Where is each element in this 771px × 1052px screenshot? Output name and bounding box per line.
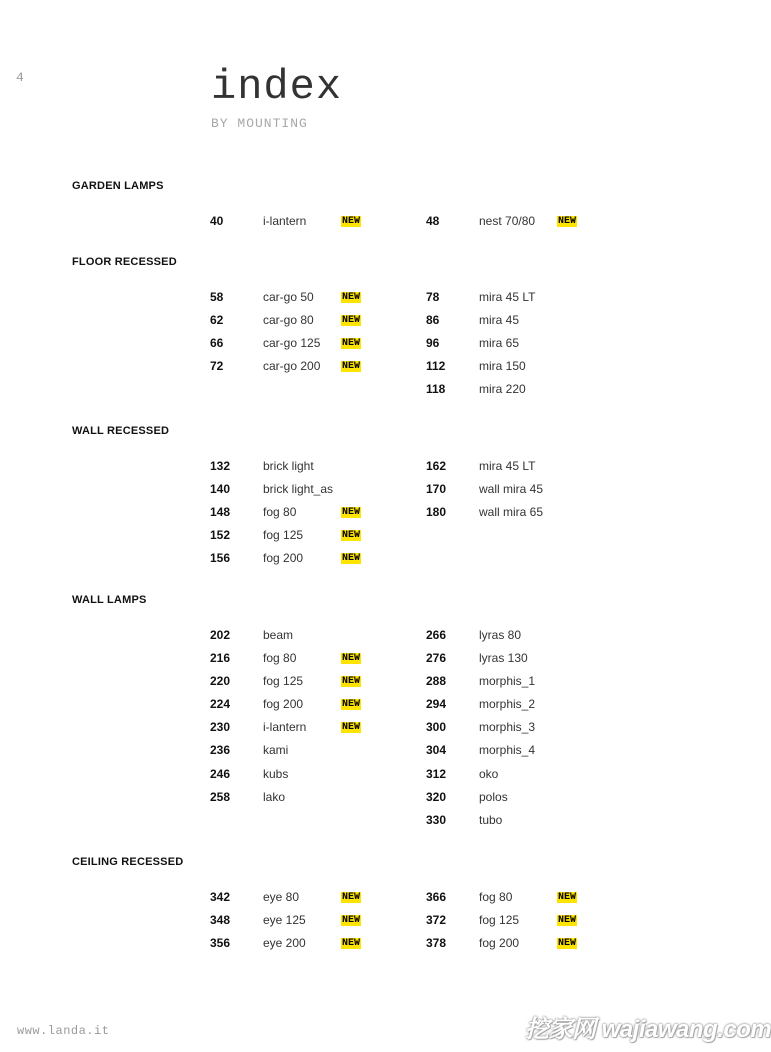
- index-entry: [426, 767, 626, 790]
- entry-product-name: fog 200: [263, 697, 304, 712]
- index-entry: [210, 313, 410, 336]
- index-entry: [210, 697, 410, 720]
- entry-page-number: 304: [426, 743, 447, 758]
- new-badge: NEW: [342, 315, 361, 327]
- index-entry: [210, 551, 410, 574]
- index-column-left: [210, 890, 410, 959]
- entry-product-name: mira 45: [479, 313, 520, 328]
- entry-page-number: 162: [426, 459, 447, 473]
- index-entry: [210, 720, 410, 743]
- new-badge: NEW: [342, 722, 361, 734]
- entry-page-number: 152: [210, 528, 231, 543]
- entry-product-name: fog 125: [263, 528, 304, 543]
- index-entry: [210, 528, 410, 551]
- section-heading: FLOOR RECESSED: [72, 256, 177, 268]
- new-badge: NEW: [342, 892, 361, 903]
- index-column-right: [426, 459, 626, 528]
- entry-page-number: 224: [210, 697, 231, 712]
- index-entry: [426, 505, 626, 528]
- index-entry: [210, 628, 410, 651]
- index-entry: [210, 790, 410, 813]
- entry-page-number: 348: [210, 913, 231, 928]
- new-badge: NEW: [558, 216, 577, 227]
- entry-product-name: mira 45 LT: [479, 290, 536, 304]
- entry-page-number: 180: [426, 505, 447, 520]
- entry-product-name: wall mira 45: [479, 482, 544, 497]
- new-badge: NEW: [342, 507, 361, 519]
- entry-product-name: fog 80: [263, 651, 297, 666]
- index-entry: [426, 743, 626, 766]
- entry-product-name: car-go 50: [263, 290, 314, 304]
- watermark: 挖家网 wajiawang.com: [525, 1016, 771, 1043]
- entry-page-number: 258: [210, 789, 231, 804]
- entry-page-number: 266: [426, 628, 447, 642]
- entry-page-number: 72: [210, 359, 224, 374]
- entry-product-name: tubo: [479, 812, 503, 827]
- new-badge: NEW: [342, 653, 361, 665]
- entry-page-number: 156: [210, 551, 231, 566]
- entry-page-number: 112: [426, 359, 446, 374]
- new-badge: NEW: [342, 361, 361, 373]
- index-column-right: [426, 890, 626, 959]
- entry-page-number: 216: [210, 651, 231, 666]
- entry-page-number: 40: [210, 214, 224, 228]
- index-column-left: [210, 214, 410, 237]
- new-badge: NEW: [342, 292, 361, 303]
- index-entry: [210, 336, 410, 359]
- new-badge: NEW: [342, 938, 361, 950]
- entry-product-name: eye 125: [263, 913, 306, 928]
- index-column-right: [426, 628, 626, 836]
- entry-page-number: 330: [426, 812, 447, 827]
- new-badge: NEW: [558, 915, 577, 927]
- new-badge: NEW: [342, 216, 361, 227]
- entry-product-name: fog 125: [479, 913, 520, 928]
- index-entry: [210, 913, 410, 936]
- entry-page-number: 342: [210, 890, 231, 904]
- new-badge: NEW: [342, 699, 361, 711]
- entry-page-number: 118: [426, 382, 446, 397]
- entry-page-number: 230: [210, 720, 231, 735]
- entry-page-number: 320: [426, 789, 447, 804]
- entry-page-number: 378: [426, 936, 447, 951]
- entry-page-number: 86: [426, 313, 440, 328]
- entry-page-number: 148: [210, 505, 231, 520]
- entry-product-name: kubs: [263, 766, 289, 781]
- entry-product-name: fog 200: [263, 551, 304, 566]
- entry-product-name: polos: [479, 789, 508, 804]
- index-column-left: [210, 459, 410, 574]
- entry-page-number: 170: [426, 482, 447, 497]
- entry-page-number: 220: [210, 674, 231, 689]
- index-entry: [426, 720, 626, 743]
- entry-product-name: lyras 130: [479, 651, 528, 666]
- entry-product-name: fog 125: [263, 674, 304, 689]
- new-badge: NEW: [342, 553, 361, 565]
- index-entry: [426, 336, 626, 359]
- new-badge: NEW: [342, 676, 361, 688]
- new-badge: NEW: [342, 530, 361, 542]
- index-entry: [210, 890, 410, 913]
- index-entry: [426, 697, 626, 720]
- index-entry: [426, 482, 626, 505]
- entry-product-name: mira 150: [479, 359, 526, 374]
- index-entry: [426, 290, 626, 313]
- index-entry: [210, 482, 410, 505]
- index-entry: [210, 214, 410, 237]
- entry-page-number: 66: [210, 336, 224, 351]
- entry-product-name: morphis_2: [479, 697, 536, 712]
- entry-page-number: 366: [426, 890, 447, 904]
- entry-product-name: fog 200: [479, 936, 520, 951]
- index-entry: [426, 214, 626, 237]
- index-entry: [426, 936, 626, 959]
- entry-product-name: eye 80: [263, 890, 300, 904]
- entry-product-name: morphis_3: [479, 720, 536, 735]
- page-number: 4: [16, 70, 24, 85]
- section-heading: CEILING RECESSED: [72, 856, 184, 868]
- entry-product-name: brick light: [263, 459, 314, 473]
- index-entry: [426, 459, 626, 482]
- entry-page-number: 288: [426, 674, 447, 689]
- entry-product-name: lyras 80: [479, 628, 522, 642]
- entry-product-name: morphis_1: [479, 674, 536, 689]
- index-entry: [426, 674, 626, 697]
- index-entry: [210, 936, 410, 959]
- entry-page-number: 294: [426, 697, 447, 712]
- index-entry: [210, 505, 410, 528]
- entry-product-name: i-lantern: [263, 720, 307, 735]
- section-heading: WALL LAMPS: [72, 594, 147, 606]
- entry-product-name: fog 80: [263, 505, 297, 520]
- entry-page-number: 246: [210, 766, 231, 781]
- page-subtitle: BY MOUNTING: [211, 116, 308, 131]
- index-entry: [426, 313, 626, 336]
- entry-page-number: 356: [210, 936, 231, 951]
- entry-page-number: 276: [426, 651, 447, 666]
- entry-page-number: 300: [426, 720, 447, 735]
- entry-product-name: car-go 200: [263, 359, 321, 374]
- index-entry: [210, 767, 410, 790]
- index-entry: [426, 813, 626, 836]
- entry-product-name: mira 65: [479, 336, 520, 351]
- page-title: index: [211, 63, 343, 111]
- new-badge: NEW: [342, 338, 361, 350]
- entry-product-name: i-lantern: [263, 214, 307, 228]
- entry-product-name: fog 80: [479, 890, 513, 904]
- index-entry: [210, 743, 410, 766]
- entry-product-name: car-go 80: [263, 313, 314, 328]
- entry-product-name: wall mira 65: [479, 505, 544, 520]
- index-entry: [426, 359, 626, 382]
- entry-page-number: 48: [426, 214, 440, 228]
- index-entry: [426, 890, 626, 913]
- index-column-right: [426, 290, 626, 405]
- index-entry: [426, 651, 626, 674]
- entry-product-name: car-go 125: [263, 336, 321, 351]
- index-entry: [426, 790, 626, 813]
- entry-page-number: 132: [210, 459, 231, 473]
- entry-product-name: brick light_as: [263, 482, 334, 497]
- index-entry: [426, 382, 626, 405]
- new-badge: NEW: [342, 915, 361, 927]
- index-entry: [210, 674, 410, 697]
- index-entry: [210, 651, 410, 674]
- index-entry: [426, 913, 626, 936]
- entry-page-number: 140: [210, 482, 231, 497]
- entry-page-number: 62: [210, 313, 224, 328]
- index-column-left: [210, 628, 410, 813]
- index-entry: [210, 290, 410, 313]
- entry-product-name: mira 220: [479, 382, 526, 397]
- new-badge: NEW: [558, 938, 577, 950]
- entry-page-number: 202: [210, 628, 231, 642]
- entry-product-name: nest 70/80: [479, 214, 536, 228]
- section-heading: WALL RECESSED: [72, 425, 170, 437]
- new-badge: NEW: [558, 892, 577, 903]
- entry-product-name: beam: [263, 628, 294, 642]
- entry-page-number: 96: [426, 336, 440, 351]
- index-column-left: [210, 290, 410, 382]
- entry-page-number: 312: [426, 766, 447, 781]
- entry-product-name: eye 200: [263, 936, 306, 951]
- entry-product-name: oko: [479, 766, 499, 781]
- index-entry: [210, 359, 410, 382]
- index-entry: [426, 628, 626, 651]
- entry-product-name: kami: [263, 743, 289, 758]
- entry-page-number: 78: [426, 290, 440, 304]
- entry-page-number: 236: [210, 743, 231, 758]
- entry-product-name: lako: [263, 789, 286, 804]
- footer-url[interactable]: www.landa.it: [17, 1024, 110, 1038]
- section-heading: GARDEN LAMPS: [72, 180, 164, 192]
- entry-page-number: 58: [210, 290, 224, 304]
- entry-page-number: 372: [426, 913, 447, 928]
- entry-product-name: mira 45 LT: [479, 459, 536, 473]
- index-column-right: [426, 214, 626, 237]
- index-entry: [210, 459, 410, 482]
- entry-product-name: morphis_4: [479, 743, 536, 758]
